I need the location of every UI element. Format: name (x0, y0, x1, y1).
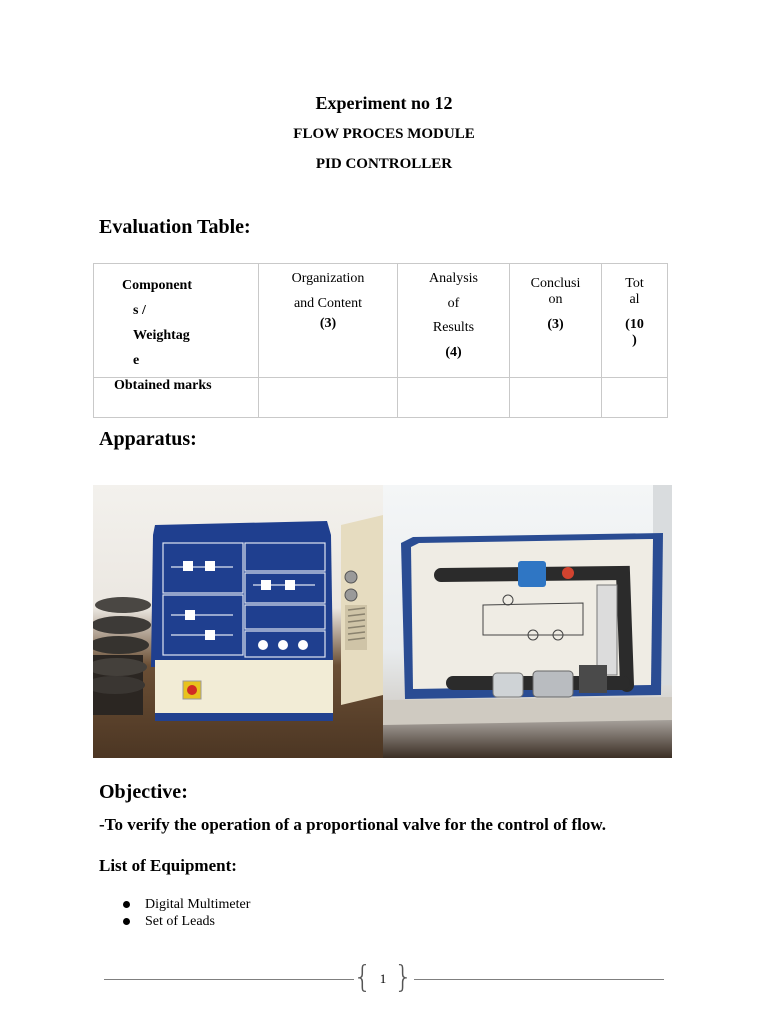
column-weight: (3) (319, 316, 337, 331)
column-label: al (629, 292, 640, 307)
conclusion-header-cell (510, 264, 602, 378)
left-brace-icon: { (353, 960, 373, 995)
column-label: and Content (293, 295, 363, 311)
footer-divider-right (414, 979, 664, 980)
components-label-line: e (133, 353, 140, 368)
controller-subtitle: PID CONTROLLER (315, 156, 453, 172)
column-label: of (447, 295, 460, 311)
page-number: 1 (379, 971, 387, 986)
components-header-cell (94, 264, 259, 378)
equipment-list (99, 896, 250, 930)
footer-divider-left (104, 979, 354, 980)
apparatus-photo-trainer (93, 485, 383, 758)
column-label: on (548, 292, 563, 307)
column-label: Organization (291, 271, 365, 286)
organization-header-cell (259, 264, 398, 378)
list-item: Set of Leads (99, 913, 250, 930)
module-subtitle: FLOW PROCES MODULE (293, 126, 475, 142)
column-label: Analysis (429, 271, 478, 286)
table-row (94, 264, 668, 378)
evaluation-table (93, 263, 668, 418)
right-brace-icon: } (393, 960, 413, 995)
list-item: Digital Multimeter (99, 896, 250, 913)
total-header-cell (602, 264, 668, 378)
apparatus-photo-flow-module (383, 485, 672, 758)
obtained-conclusion-cell (510, 378, 602, 418)
obtained-total-cell (602, 378, 668, 418)
components-label-line: s / (133, 303, 146, 318)
table-row (94, 378, 668, 418)
page-title: Experiment no 12 (315, 93, 453, 113)
column-weight: (10 (625, 317, 644, 332)
page-number-box (353, 960, 413, 995)
column-label: Conclusi (530, 276, 581, 291)
objective-heading: Objective: (99, 781, 188, 803)
column-label: Results (432, 320, 475, 335)
obtained-marks-label: Obtained marks (94, 378, 259, 418)
analysis-header-cell (398, 264, 510, 378)
evaluation-heading: Evaluation Table: (99, 216, 251, 238)
obtained-analysis-cell (398, 378, 510, 418)
apparatus-heading: Apparatus: (99, 428, 197, 450)
obtained-organization-cell (259, 378, 398, 418)
objective-text: -To verify the operation of a proportional valve for the control of flow. (99, 815, 606, 834)
column-weight: (4) (445, 344, 462, 360)
components-label-line: Component (122, 278, 193, 293)
components-label-line: Weightag (133, 328, 190, 343)
equipment-heading: List of Equipment: (99, 856, 237, 875)
column-weight: (3) (547, 317, 564, 332)
column-weight: ) (632, 333, 637, 348)
column-label: Tot (625, 276, 644, 291)
